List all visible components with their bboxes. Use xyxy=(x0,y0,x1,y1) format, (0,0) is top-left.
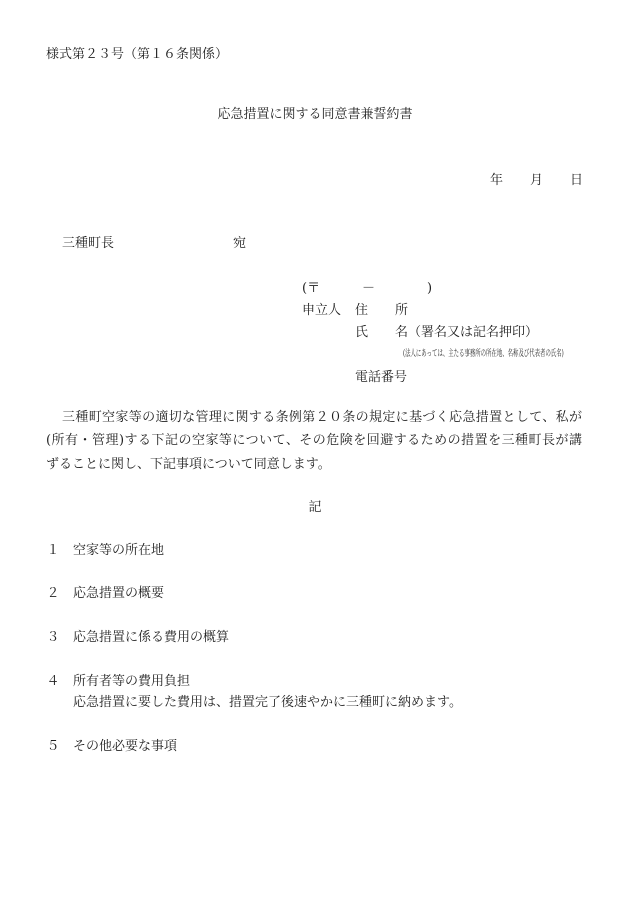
name-label-first: 氏 xyxy=(355,325,369,340)
date-year-label: 年 xyxy=(490,173,504,188)
addressee-honorific: 宛 xyxy=(233,236,247,251)
address-label-first: 住 xyxy=(355,303,369,318)
date-month-label: 月 xyxy=(530,173,544,188)
document-title: 応急措置に関する同意書兼誓約書 xyxy=(217,107,413,122)
item-detail: 応急措置に要した費用は、措置完了後速やかに三種町に納めます。 xyxy=(73,695,462,710)
consent-paragraph-line: 三種町空家等の適切な管理に関する条例第２０条の規定に基づく応急措置として、私が xyxy=(62,410,582,425)
addressee-name: 三種町長 xyxy=(62,236,115,251)
item-number: １ xyxy=(46,543,60,558)
postal-open: (〒 xyxy=(302,281,321,296)
phone-label: 電話番号 xyxy=(355,370,408,385)
item-number: ５ xyxy=(46,739,60,754)
corporate-note: (法人にあっては、主たる事務所の所在地、名称及び代表者の氏名) xyxy=(403,349,564,359)
name-label-second: 名 xyxy=(395,325,409,340)
address-label-second: 所 xyxy=(395,303,409,318)
item-label: 応急措置の概要 xyxy=(73,586,165,601)
item-label: 所有者等の費用負担 xyxy=(73,674,191,689)
item-number: ４ xyxy=(46,674,60,689)
form-number: 様式第２３号（第１６条関係） xyxy=(46,47,229,62)
postal-close: ) xyxy=(427,281,433,296)
consent-paragraph-line: ずることに関し、下記事項について同意します。 xyxy=(46,457,331,472)
section-marker: 記 xyxy=(308,500,322,515)
item-number: ３ xyxy=(46,630,60,645)
date-day-label: 日 xyxy=(570,173,584,188)
item-label: その他必要な事項 xyxy=(73,739,178,754)
item-number: ２ xyxy=(46,586,60,601)
postal-dash: － xyxy=(362,281,376,296)
applicant-role-label: 申立人 xyxy=(302,303,342,318)
item-label: 応急措置に係る費用の概算 xyxy=(73,630,230,645)
signature-note: （署名又は記名押印） xyxy=(408,325,539,340)
consent-paragraph-line: (所有・管理)する下記の空家等について、その危険を回避するための措置を三種町長が講 xyxy=(46,433,582,448)
item-label: 空家等の所在地 xyxy=(73,543,165,558)
